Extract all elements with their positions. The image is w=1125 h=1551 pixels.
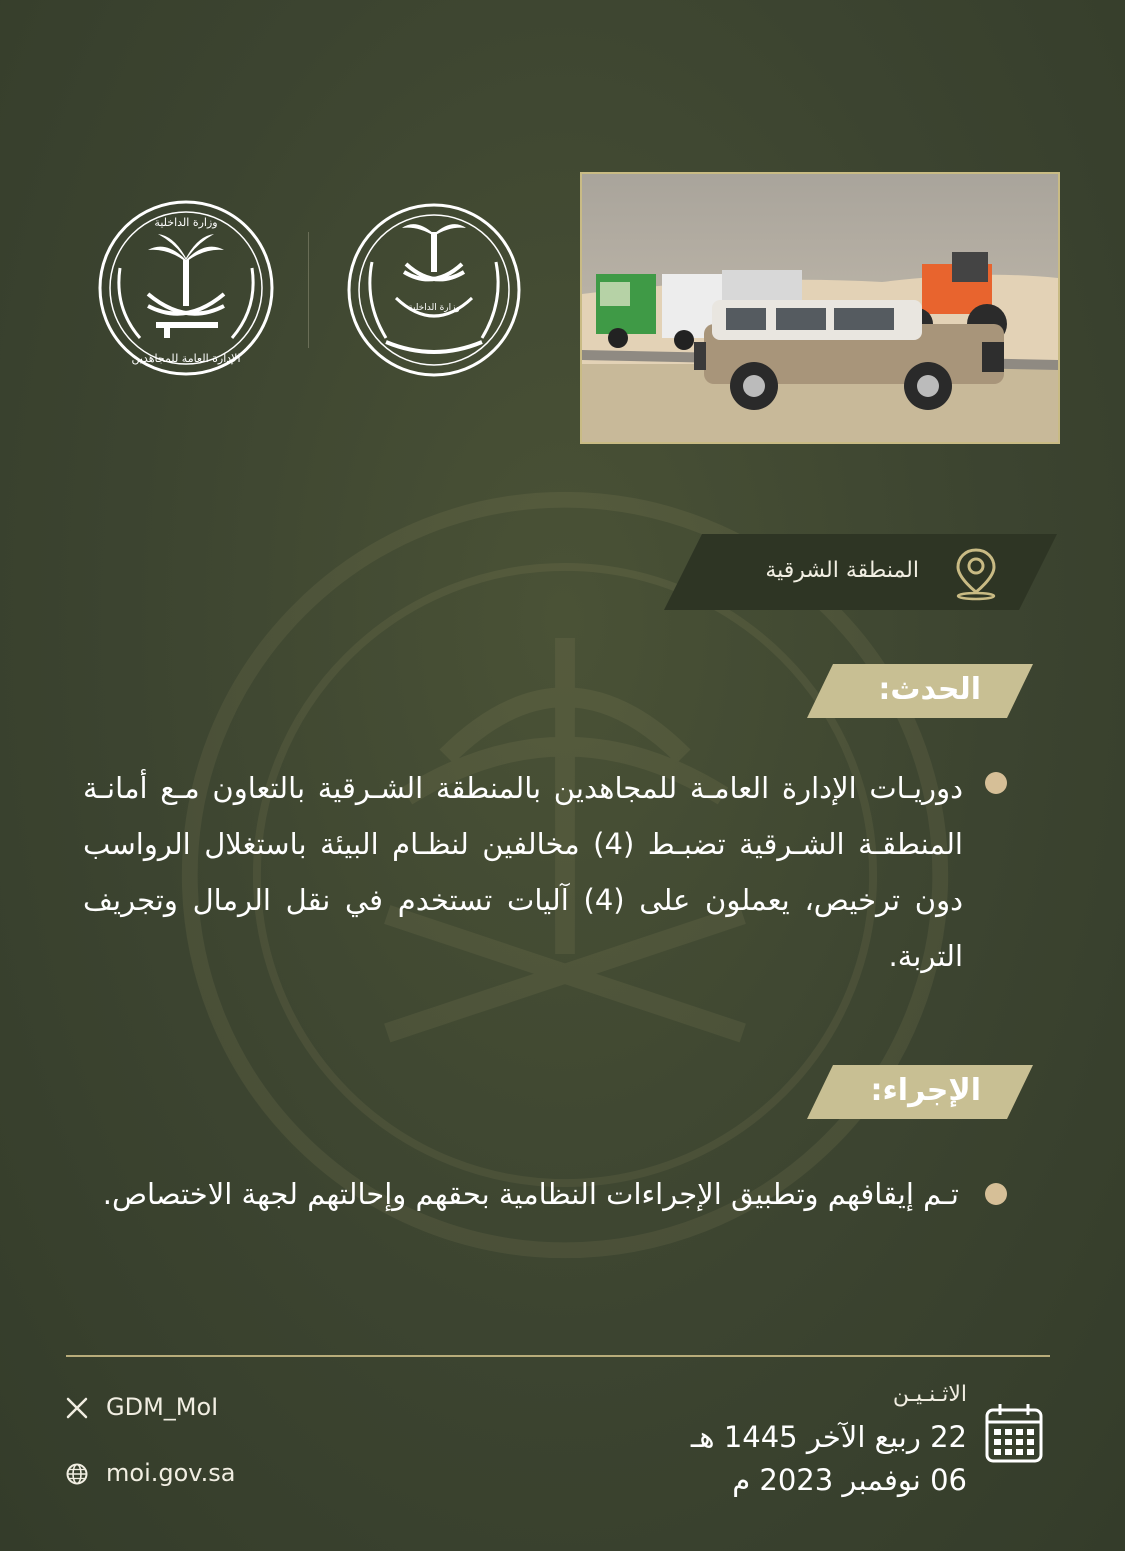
region-label: المنطقة الشرقية [765, 558, 919, 583]
action-text: تـم إيقافهم وتطبيق الإجراءات النظامية بحقهم وإحالتهم لجهة الاختصاص. [102, 1177, 959, 1211]
calendar-icon [984, 1402, 1044, 1464]
logo-divider [308, 232, 309, 348]
event-bullet [985, 772, 1007, 794]
x-logo-icon [66, 1397, 88, 1419]
day-name: الاثـنـيـن [892, 1382, 967, 1407]
gdm-logo [96, 198, 276, 378]
event-text: دوريـات الإدارة العامـة للمجاهدين بالمنطقة الشـرقية بالتعاون مـع أمانـة المنطقـة الشـرقية تضبـط (4) مخالفين لنظـام البيئة باستغلال الرواسب دون ترخيص، يعملون على (4) آليات تستخدم في نقل الرمال وتجريف التربة. [83, 771, 963, 973]
region-tag [664, 534, 1057, 610]
action-heading-tag [807, 1065, 1033, 1119]
location-pin-icon [947, 544, 1005, 602]
website-link[interactable]: moi.gov.sa [106, 1459, 236, 1487]
action-heading: الإجراء: [870, 1073, 981, 1108]
svg-text:وزارة الداخلية: وزارة الداخلية [154, 216, 218, 229]
svg-text:الإدارة العامة للمجاهدين: الإدارة العامة للمجاهدين [131, 352, 241, 365]
footer-divider [66, 1355, 1050, 1357]
action-bullet [985, 1183, 1007, 1205]
event-heading-tag [807, 664, 1033, 718]
globe-icon [66, 1463, 88, 1485]
event-heading: الحدث: [878, 672, 981, 707]
x-handle: GDM_MoI [106, 1393, 219, 1421]
event-photo [580, 172, 1060, 444]
moi-logo [346, 202, 522, 378]
gregorian-date: 06 نوفمبر 2023 م [732, 1463, 967, 1497]
svg-text:وزارة الداخلية: وزارة الداخلية [408, 303, 460, 313]
hijri-date: 22 ربيع الآخر 1445 هـ [690, 1420, 967, 1454]
